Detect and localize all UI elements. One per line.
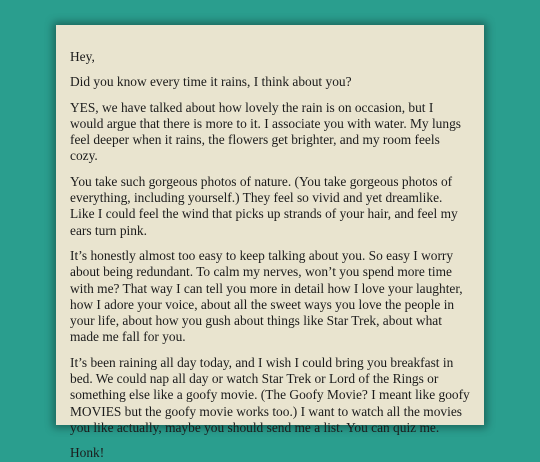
letter-paragraph-1: Did you know every time it rains, I think about you? <box>70 74 352 90</box>
letter-paragraph-3: You take such gorgeous photos of nature. (You take gorgeous photos of everything, including yourself.) They feel so vivid and yet dreamlike. Like I could feel the wind that picks up strands of your hair, and feel my ears turn pink. <box>70 173 458 238</box>
letter-paragraph-2: YES, we have talked about how lovely the rain is on occasion, but I would argue that there is more to it. I associate you with water. My lungs feel deeper when it rains, the flowers get brighter, and my room feels cozy. <box>70 99 461 164</box>
letter-paragraph-4: It’s honestly almost too easy to keep talking about you. So easy I worry about being redundant. To calm my nerves, won’t you spend more time with me? That way I can tell you more in detail how I love your laughter, how I adore your voice, about all the sweet ways you love the people in your life, about how you gush about things like Star Trek, about what made me fall for you. <box>70 247 463 345</box>
letter-page <box>56 25 484 461</box>
letter-paragraph-5: It’s been raining all day today, and I wish I could bring you breakfast in bed. We could nap all day or watch Star Trek or Lord of the Rings or something else like a goofy movie. (The Goofy Movie? I meant like goofy MOVIES but the goofy movie works too.) I want to watch all the movies you like actually, maybe you should send me a list. You can quiz me. <box>70 354 470 435</box>
letter-closing: Honk! <box>70 445 105 461</box>
letter-greeting: Hey, <box>70 49 95 64</box>
